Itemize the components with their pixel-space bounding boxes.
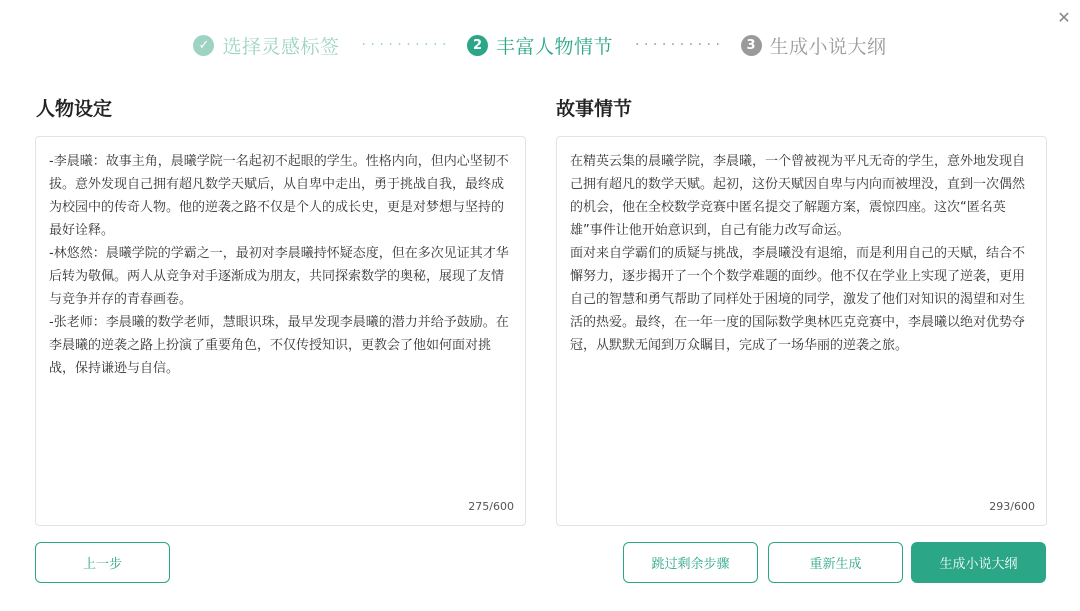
- prev-step-button[interactable]: 上一步: [35, 542, 170, 583]
- plot-textarea[interactable]: [556, 136, 1047, 526]
- step-number-badge: 3: [741, 35, 762, 56]
- step-select-tags[interactable]: [193, 32, 339, 59]
- regenerate-button[interactable]: 重新生成: [768, 542, 903, 583]
- character-count: 293/600: [989, 500, 1035, 513]
- step-connector: ··········: [361, 37, 451, 53]
- characters-text[interactable]: -李晨曦：故事主角，晨曦学院一名起初不起眼的学生。性格内向，但内心坚韧不拔。意外发现自己拥有超凡数学天赋后，从自卑中走出，勇于挑战自我，最终成为校园中的传奇人物。他的逆袭之路不仅是个人的成长史，更是对梦想与坚持的最好诠释。 -林悠然：晨曦学院的学霸之一，最初对李晨曦持怀疑态度，但在多次见证其才华后转为敬佩。两人从竞争对手逐渐成为朋友，共同探索数学的奥秘，展现了友情与竞争并存的青春画卷。 -张老师：李晨曦的数学老师，慧眼识珠，最早发现李晨曦的潜力并给予鼓励。在李晨曦的逆袭之路上扮演了重要角色，不仅传授知识，更教会了他如何面对挑战，保持谦逊与自信。: [49, 154, 509, 376]
- character-count: 275/600: [468, 500, 514, 513]
- skip-remaining-button[interactable]: 跳过剩余步骤: [623, 542, 758, 583]
- step-label: 选择灵感标签: [222, 35, 340, 58]
- generate-outline-button[interactable]: 生成小说大纲: [911, 542, 1046, 583]
- step-label: 丰富人物情节: [495, 35, 613, 58]
- check-icon: ✓: [193, 35, 214, 56]
- characters-textarea[interactable]: [35, 136, 526, 526]
- plot-text[interactable]: 在精英云集的晨曦学院，李晨曦，一个曾被视为平凡无奇的学生，意外地发现自己拥有超凡的数学天赋。起初，这份天赋因自卑与内向而被埋没，直到一次偶然的机会，他在全校数学竞赛中匿名提交了解题方案，震惊四座。这次“匿名英雄”事件让他开始意识到，自己有能力改写命运。 面对来自学霸们的质疑与挑战，李晨曦没有退缩，而是利用自己的天赋，结合不懈努力，逐步揭开了一个个数学难题的面纱。他不仅在学业上实现了逆袭，更用自己的智慧和勇气帮助了同样处于困境的同学，激发了他们对知识的渴望和对生活的热爱。最终，在一年一度的国际数学奥林匹克竞赛中，李晨曦以绝对优势夺冠，从默默无闻到万众瞩目，完成了一场华丽的逆袭之旅。: [570, 154, 1026, 353]
- plot-heading: 故事情节: [556, 98, 633, 120]
- step-number-badge: 2: [467, 35, 488, 56]
- close-icon[interactable]: ✕: [1057, 8, 1071, 27]
- step-label: 生成小说大纲: [769, 35, 887, 58]
- characters-heading: 人物设定: [36, 98, 113, 120]
- step-connector: ··········: [635, 37, 725, 53]
- stepper: [0, 32, 1080, 58]
- step-enrich-characters[interactable]: [467, 32, 613, 59]
- step-generate-outline[interactable]: [741, 32, 887, 59]
